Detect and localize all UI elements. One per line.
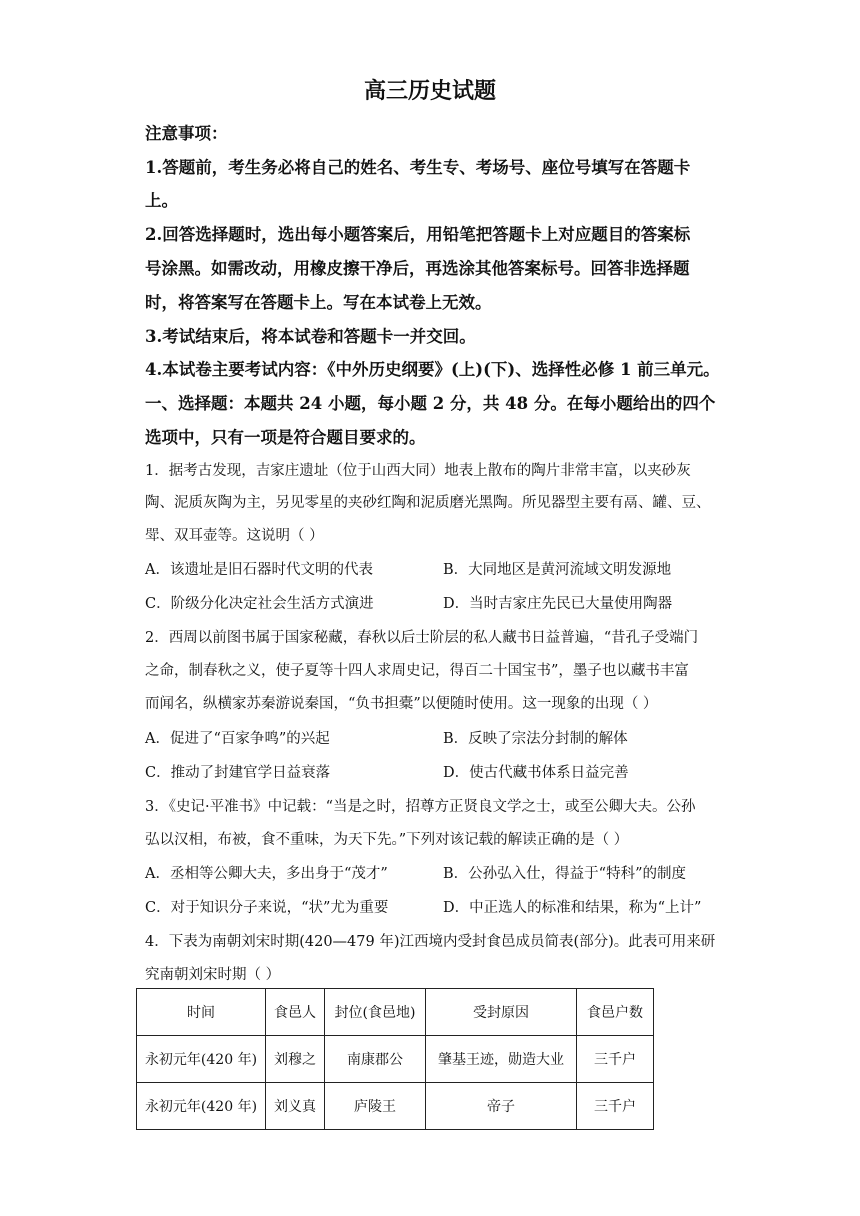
- notice-heading: 注意事项：: [145, 124, 228, 143]
- table-header-cell: 食邑人: [266, 989, 325, 1036]
- notice-line: 时，将答案写在答题卡上。写在本试卷上无效。: [145, 293, 492, 312]
- fief-table: [136, 988, 654, 1130]
- question-stem: 陶、泥质灰陶为主，另见零星的夹砂红陶和泥质磨光黑陶。所见器型主要有鬲、罐、豆、: [145, 495, 711, 511]
- notice-line: 4.本试卷主要考试内容：《中外历史纲要》(上)(下)、选择性必修 1 前三单元。: [145, 360, 720, 379]
- question-stem: 究南朝刘宋时期（ ）: [145, 967, 281, 983]
- table-cell: 永初元年(420 年): [137, 1036, 266, 1083]
- question-stem: 1．据考古发现，吉家庄遗址（位于山西大同）地表上散布的陶片非常丰富，以夹砂灰: [145, 463, 691, 479]
- table-cell: 永初元年(420 年): [137, 1083, 266, 1130]
- table-cell: 刘穆之: [266, 1036, 325, 1083]
- option-b: B．公孙弘入仕，得益于“特科”的制度: [443, 866, 686, 882]
- notice-line: 1.答题前，考生务必将自己的姓名、考生专、考场号、座位号填写在答题卡: [145, 158, 691, 177]
- notice-line: 上。: [145, 191, 178, 210]
- option-b: B．大同地区是黄河流域文明发源地: [443, 562, 672, 578]
- table-cell: 庐陵王: [325, 1083, 426, 1130]
- notice-line: 2.回答选择题时，选出每小题答案后，用铅笔把答题卡上对应题目的答案标: [145, 225, 691, 244]
- question-stem: 3．《史记·平准书》中记载：“当是之时，招尊方正贤良文学之士，或至公卿大夫。公孙: [145, 799, 696, 815]
- page-title: 高三历史试题: [363, 78, 496, 104]
- option-b: B．反映了宗法分封制的解体: [443, 731, 628, 747]
- option-a: A．丞相等公卿大夫，多出身于“茂才”: [145, 866, 388, 882]
- table-row: [137, 1083, 654, 1130]
- option-c: C．阶级分化决定社会生活方式演进: [145, 596, 374, 612]
- table-header-row: [137, 989, 654, 1036]
- option-d: D．中正选人的标准和结果，称为“上计”: [443, 900, 702, 916]
- notice-line: 3.考试结束后，将本试卷和答题卡一并交回。: [145, 327, 476, 346]
- option-a: A．该遗址是旧石器时代文明的代表: [145, 562, 373, 578]
- table-header-cell: 时间: [137, 989, 266, 1036]
- table-row: [137, 1036, 654, 1083]
- question-stem: 2．西周以前图书属于国家秘藏，春秋以后士阶层的私人藏书日益普遍，“昔孔子受端门: [145, 630, 699, 646]
- table-header-cell: 封位(食邑地): [325, 989, 426, 1036]
- option-d: D．当时吉家庄先民已大量使用陶器: [443, 596, 673, 612]
- question-stem: 斝、双耳壶等。这说明（ ）: [145, 528, 324, 544]
- option-a: A．促进了“百家争鸣”的兴起: [145, 731, 330, 747]
- table-cell: 三千户: [577, 1036, 654, 1083]
- table-cell: 肇基王迹，勋造大业: [426, 1036, 577, 1083]
- table-cell: 南康郡公: [325, 1036, 426, 1083]
- question-stem: 之命，制春秋之义，使子夏等十四人求周史记，得百二十国宝书”，墨子也以藏书丰富: [145, 663, 689, 679]
- section-heading: 一、选择题：本题共 24 小题，每小题 2 分，共 48 分。在每小题给出的四个: [145, 394, 716, 413]
- table-header-cell: 食邑户数: [577, 989, 654, 1036]
- table-cell: 三千户: [577, 1083, 654, 1130]
- notice-line: 号涂黑。如需改动，用橡皮擦干净后，再选涂其他答案标号。回答非选择题: [145, 259, 690, 278]
- question-stem: 4．下表为南朝刘宋时期(420—479 年)江西境内受封食邑成员简表(部分)。此表可用来研: [145, 934, 716, 950]
- option-c: C．对于知识分子来说，“状”尤为重要: [145, 900, 389, 916]
- table-cell: 帝子: [426, 1083, 577, 1130]
- option-d: D．使古代藏书体系日益完善: [443, 765, 629, 781]
- option-c: C．推动了封建官学日益衰落: [145, 765, 331, 781]
- table-cell: 刘义真: [266, 1083, 325, 1130]
- question-stem: 弘以汉相，布被，食不重味，为天下先。”下列对该记载的解读正确的是（ ）: [145, 832, 629, 848]
- table-header-cell: 受封原因: [426, 989, 577, 1036]
- question-stem: 而闻名，纵横家苏秦游说秦国，“负书担橐”以便随时使用。这一现象的出现（ ）: [145, 696, 658, 712]
- section-heading: 选项中，只有一项是符合题目要求的。: [145, 428, 426, 447]
